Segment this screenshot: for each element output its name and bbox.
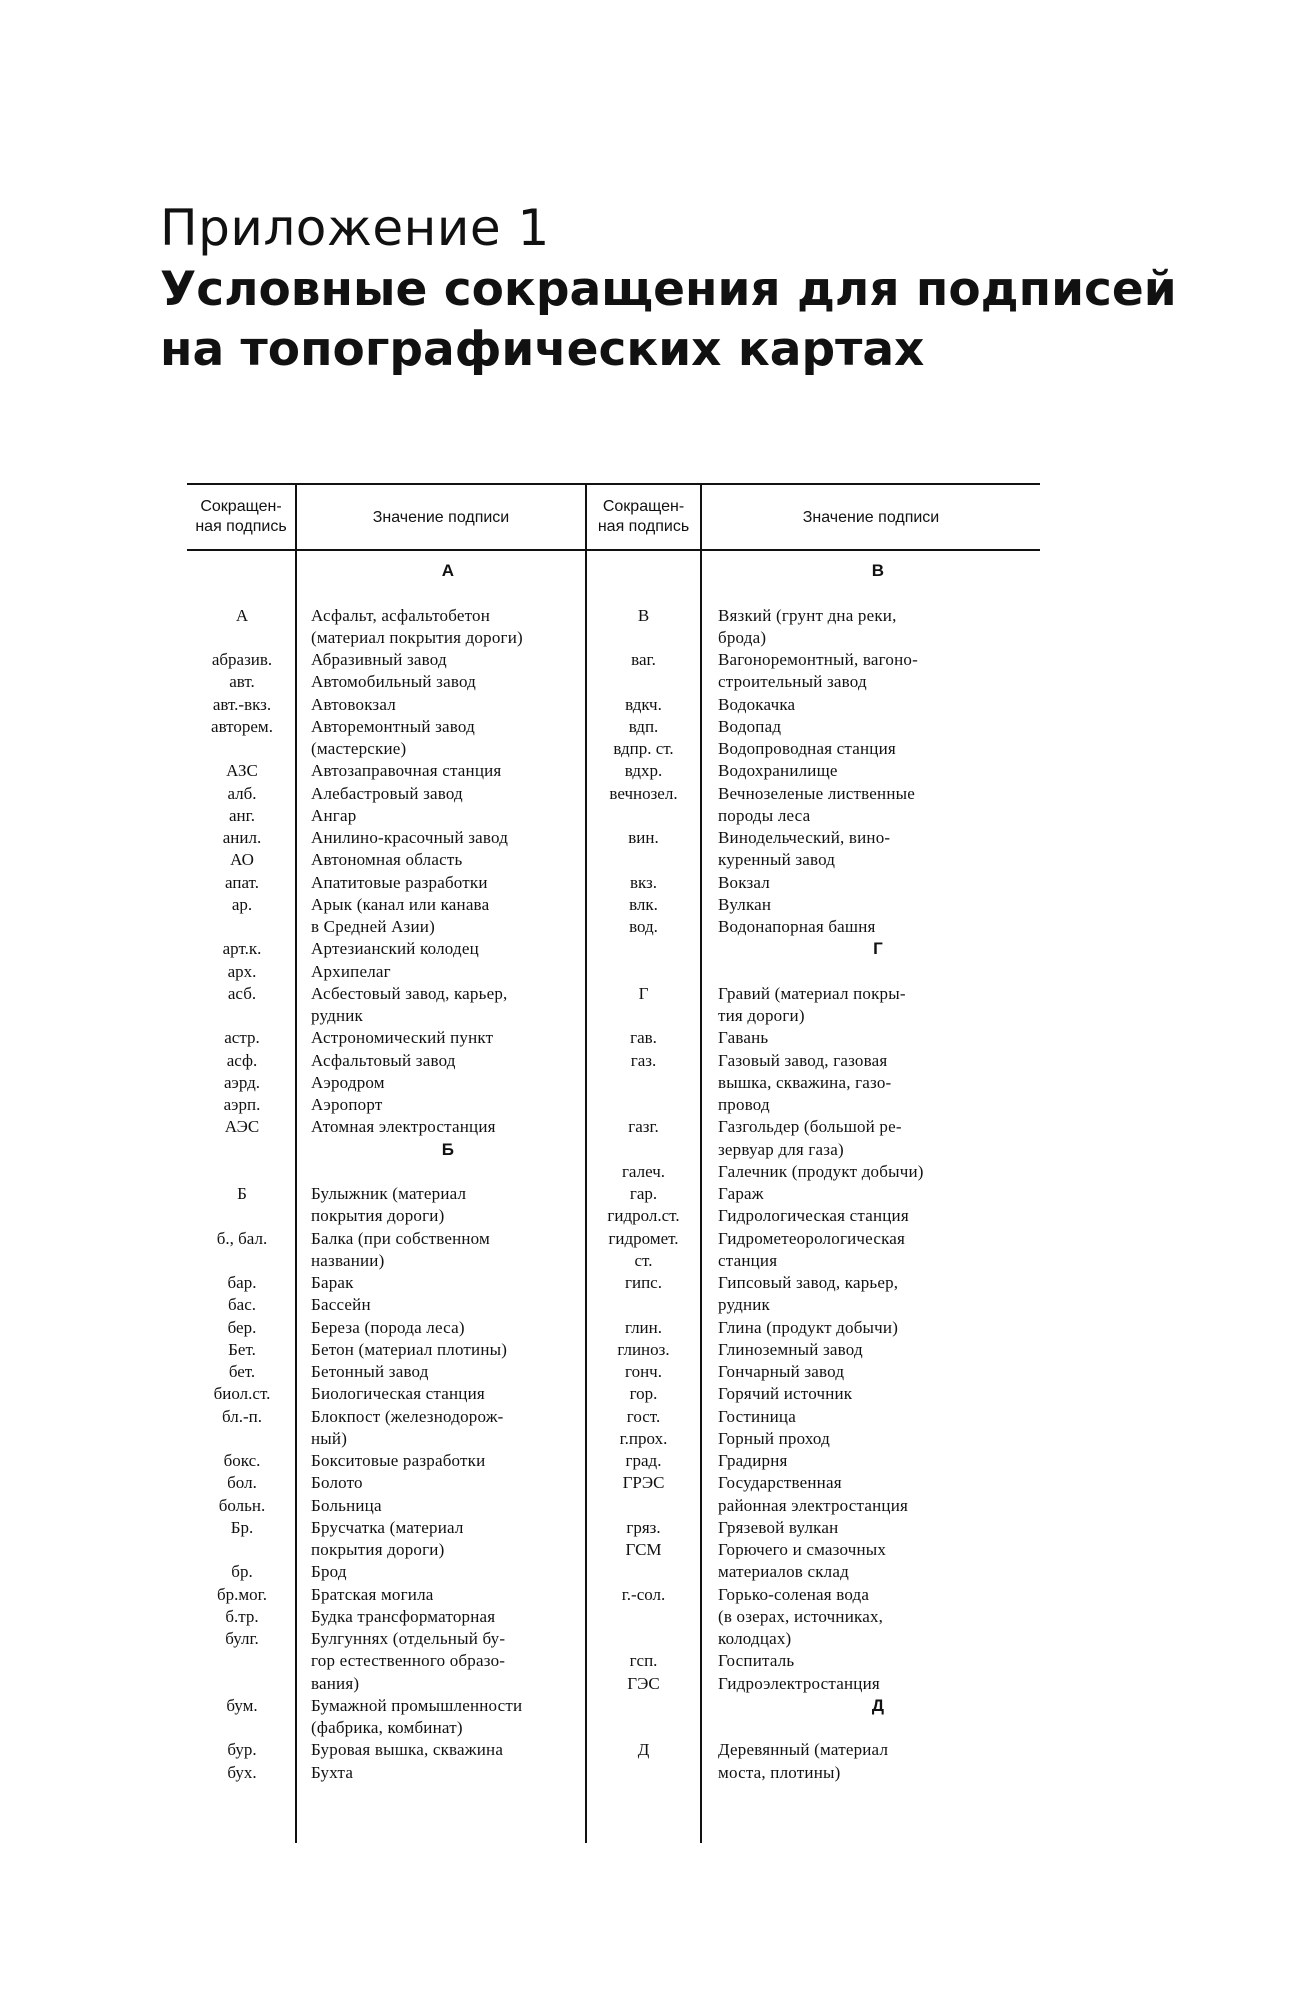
meaning-cell: Горный проход — [718, 1428, 830, 1448]
header-abbr-left: Сокращен- ная подпись — [195, 498, 287, 535]
abbreviation-cell — [587, 1005, 700, 1027]
meaning-cell: куренный завод — [718, 850, 836, 870]
abbreviation-cell: гряз. — [626, 1517, 661, 1537]
abbreviation-cell: асф. — [226, 1050, 258, 1070]
meaning-cell: зервуар для газа) — [718, 1139, 844, 1159]
table-header-rule — [187, 549, 1040, 551]
meaning-cell: Государственная — [718, 1473, 842, 1493]
abbreviation-cell: вкз. — [629, 872, 658, 892]
meaning-cell: Газовый завод, газовая — [718, 1050, 888, 1070]
abbreviation-cell — [587, 1717, 700, 1739]
abbreviation-cell — [187, 627, 297, 649]
abbreviation-cell: авторем. — [211, 716, 273, 736]
meaning-cell: Водопроводная станция — [718, 739, 896, 758]
abbreviation-cell: газг. — [628, 1117, 659, 1137]
abbreviation-cell: влк. — [629, 894, 658, 914]
meaning-cell: Грязевой вулкан — [718, 1517, 839, 1537]
abbreviation-cell: б., бал. — [216, 1228, 268, 1248]
abbreviation-cell — [187, 1005, 297, 1027]
column-divider-3 — [700, 483, 702, 1843]
meaning-cell: Артезианский колодец — [311, 939, 479, 959]
abbreviation-cell: г.прох. — [619, 1428, 668, 1448]
meaning-cell: ный) — [311, 1428, 348, 1448]
abbreviation-cell: вдкч. — [625, 694, 662, 714]
abbreviation-cell: гидромет. — [608, 1228, 679, 1248]
abbreviation-cell — [587, 1628, 700, 1650]
meaning-cell: Больница — [311, 1495, 382, 1515]
meaning-cell: Гавань — [718, 1028, 769, 1048]
meaning-cell: Водопад — [718, 716, 782, 736]
abbreviation-cell — [187, 916, 297, 938]
meaning-cell: Гидроэлектростанция — [718, 1673, 880, 1693]
meaning-cell: Градирня — [718, 1451, 788, 1470]
meaning-cell: строительный завод — [718, 672, 867, 692]
left-abbr-column — [187, 560, 297, 1784]
meaning-cell: Брод — [311, 1562, 347, 1582]
abbreviation-cell: гонч. — [625, 1362, 662, 1381]
abbreviation-cell: бер. — [227, 1317, 257, 1337]
abbreviation-cell: гидрол.ст. — [607, 1206, 680, 1226]
meaning-cell: Госпиталь — [718, 1651, 795, 1671]
meaning-cell: Автономная область — [311, 850, 463, 870]
meaning-cell: (материал покрытия дороги) — [311, 627, 523, 647]
abbreviation-cell — [587, 627, 700, 649]
meaning-cell: Бетонный завод — [311, 1362, 429, 1381]
header-meaning-left: Значение подписи — [372, 509, 510, 526]
abbreviation-cell: вод. — [629, 917, 658, 936]
abbreviation-cell: анг. — [229, 805, 255, 825]
page-title-line3: на топографических картах — [160, 322, 925, 377]
meaning-cell: брода) — [718, 627, 767, 647]
abbreviation-cell: вечнозел. — [609, 783, 678, 803]
meaning-cell: покрытия дороги) — [311, 1206, 445, 1226]
abbreviation-cell — [187, 560, 297, 582]
meaning-cell: вания) — [311, 1673, 360, 1693]
abbreviation-cell — [187, 1650, 297, 1672]
meaning-cell: Автомобильный завод — [311, 672, 477, 692]
meaning-cell: Деревянный (материал — [718, 1740, 889, 1760]
abbreviation-cell: бр. — [231, 1562, 253, 1582]
meaning-cell: Бокситовые разработки — [311, 1451, 486, 1470]
left-meaning-column — [311, 560, 585, 1784]
meaning-cell: Асфальт, асфальтобетон — [311, 605, 491, 625]
abbreviation-cell: ГРЭС — [622, 1473, 665, 1493]
abbreviation-cell: аэрп. — [223, 1095, 261, 1114]
meaning-cell: Абразивный завод — [311, 650, 447, 669]
abbreviation-cell — [587, 805, 700, 827]
meaning-cell: Анилино-красочный завод — [311, 828, 509, 847]
abbreviation-cell — [187, 738, 297, 760]
abbreviation-cell — [187, 1250, 297, 1272]
section-letter: В — [871, 561, 885, 580]
abbreviation-cell: газ. — [630, 1050, 657, 1070]
page-title-line2: Условные сокращения для подписей — [160, 262, 1177, 317]
meaning-cell: вышка, скважина, газо- — [718, 1072, 892, 1092]
meaning-cell: материалов склад — [718, 1562, 849, 1582]
meaning-cell: Арык (канал или канава — [311, 894, 490, 914]
abbreviation-cell: В — [637, 605, 650, 625]
abbreviation-cell: бух. — [227, 1762, 257, 1782]
abbreviation-cell — [187, 1428, 297, 1450]
meaning-cell — [718, 1717, 1038, 1739]
abbreviation-cell: апат. — [225, 872, 259, 892]
meaning-cell: Бассейн — [311, 1295, 371, 1315]
meaning-cell: покрытия дороги) — [311, 1540, 445, 1559]
meaning-cell: Автозаправочная станция — [311, 761, 502, 781]
abbreviation-cell: абразив. — [211, 650, 273, 669]
meaning-cell — [311, 1161, 585, 1183]
meaning-cell: Балка (при собственном — [311, 1228, 491, 1248]
meaning-cell: Береза (порода леса) — [311, 1317, 465, 1337]
abbreviation-cell: булг. — [225, 1629, 259, 1648]
meaning-cell: Горячий источник — [718, 1384, 853, 1404]
meaning-cell: Глина (продукт добычи) — [718, 1317, 899, 1337]
page-title-line1: Приложение 1 — [160, 199, 550, 257]
abbreviation-cell: аэрд. — [223, 1072, 261, 1092]
abbreviation-cell: АО — [230, 850, 254, 870]
meaning-cell: Биологическая станция — [311, 1384, 485, 1404]
abbreviation-cell: больн. — [218, 1495, 266, 1515]
meaning-cell — [718, 582, 1038, 604]
abbreviation-cell — [587, 671, 700, 693]
abbreviation-cell — [187, 1539, 297, 1561]
abbreviation-cell: биол.ст. — [213, 1384, 271, 1404]
meaning-cell: Бухта — [311, 1762, 354, 1782]
abbreviation-cell: ГЭС — [627, 1673, 660, 1693]
meaning-cell: Ангар — [311, 805, 357, 825]
abbreviation-cell — [587, 961, 700, 983]
meaning-cell: Водохранилище — [718, 761, 838, 781]
abbreviation-cell: глиноз. — [617, 1339, 670, 1359]
meaning-cell: Болото — [311, 1473, 363, 1493]
meaning-cell: Вечнозеленые лиственные — [718, 783, 916, 803]
abbreviation-cell — [187, 1139, 297, 1161]
meaning-cell — [311, 582, 585, 604]
meaning-cell: Братская могила — [311, 1584, 434, 1604]
meaning-cell — [718, 961, 1038, 983]
meaning-cell: Атомная электростанция — [311, 1117, 496, 1137]
meaning-cell: Булгуннях (отдельный бу- — [311, 1629, 506, 1648]
meaning-cell: гор естественного образо- — [311, 1651, 506, 1671]
meaning-cell: в Средней Азии) — [311, 917, 435, 936]
meaning-cell: Гончарный завод — [718, 1362, 845, 1381]
abbreviation-cell: бас. — [228, 1295, 256, 1315]
meaning-cell: тия дороги) — [718, 1006, 805, 1025]
meaning-cell: Гараж — [718, 1184, 764, 1203]
header-meaning-right: Значение подписи — [802, 509, 940, 526]
abbreviation-cell: гост. — [626, 1406, 661, 1426]
abbreviation-cell — [587, 1561, 700, 1583]
abbreviation-cell: ГСМ — [625, 1540, 662, 1559]
meaning-cell: Аэродром — [311, 1072, 385, 1092]
abbreviation-cell — [187, 582, 297, 604]
meaning-cell: Бумажной промышленности — [311, 1695, 523, 1715]
abbreviation-cell: бокс. — [223, 1451, 261, 1470]
abbreviation-cell: бур. — [227, 1740, 257, 1760]
meaning-cell: Водокачка — [718, 694, 796, 714]
section-letter: А — [441, 561, 455, 580]
abbreviation-cell: АЭС — [224, 1117, 260, 1137]
meaning-cell: Аэропорт — [311, 1095, 383, 1114]
meaning-cell: Водонапорная башня — [718, 917, 876, 936]
meaning-cell: Бетон (материал плотины) — [311, 1339, 508, 1359]
abbreviation-cell: А — [235, 605, 249, 625]
meaning-cell: Вагоноремонтный, вагоно- — [718, 650, 918, 669]
abbreviation-cell: гар. — [629, 1184, 658, 1203]
abbreviation-cell — [587, 560, 700, 582]
section-letter: Б — [441, 1139, 455, 1159]
meaning-cell: рудник — [311, 1006, 364, 1025]
abbreviation-cell: гав. — [630, 1028, 657, 1048]
abbreviation-cell: вин. — [628, 828, 659, 847]
abbreviation-cell: астр. — [224, 1028, 260, 1048]
meaning-cell: Вокзал — [718, 872, 770, 892]
abbreviation-cell — [587, 938, 700, 960]
abbreviation-cell: АЗС — [226, 761, 258, 781]
abbreviation-cell: арт.к. — [222, 939, 262, 959]
right-abbr-column — [587, 560, 700, 1784]
meaning-cell: Гидрометеорологическая — [718, 1228, 906, 1248]
abbreviation-cell: бар. — [227, 1273, 257, 1292]
abbreviation-cell — [187, 1717, 297, 1739]
abbreviation-cell: бет. — [228, 1362, 256, 1381]
header-abbr-right: Сокращен- ная подпись — [597, 498, 690, 535]
abbreviation-cell — [187, 1673, 297, 1695]
abbreviation-cell: бол. — [227, 1473, 257, 1493]
abbreviation-cell: Б — [237, 1184, 247, 1203]
meaning-cell: рудник — [718, 1295, 771, 1315]
abbreviation-cell: Бр. — [230, 1517, 254, 1537]
meaning-cell: названии) — [311, 1250, 385, 1270]
abbreviation-cell — [187, 1161, 297, 1183]
meaning-cell: (мастерские) — [311, 739, 407, 758]
section-letter: Г — [873, 939, 883, 959]
meaning-cell: Горько-соленая вода — [718, 1584, 870, 1604]
meaning-cell: Апатитовые разработки — [311, 872, 488, 892]
abbreviation-cell — [587, 1606, 700, 1628]
abbreviation-cell: галеч. — [621, 1161, 666, 1181]
abbreviation-cell: ст. — [634, 1250, 653, 1270]
abbreviation-cell — [587, 849, 700, 871]
meaning-cell: моста, плотины) — [718, 1762, 841, 1782]
meaning-cell: породы леса — [718, 805, 811, 825]
meaning-cell: (в озерах, источниках, — [718, 1606, 884, 1626]
meaning-cell: Газгольдер (большой ре- — [718, 1117, 902, 1137]
meaning-cell: Гравий (материал покры- — [718, 983, 906, 1003]
meaning-cell: Гостиница — [718, 1406, 796, 1426]
abbreviation-cell: анил. — [222, 828, 262, 847]
abbreviation-cell: авт.-вкз. — [212, 694, 272, 714]
meaning-cell: (фабрика, комбинат) — [311, 1718, 463, 1737]
abbreviation-cell — [587, 582, 700, 604]
abbreviation-cell: арх. — [227, 961, 257, 981]
abbreviation-cell — [587, 1695, 700, 1717]
table-top-rule — [187, 483, 1040, 485]
meaning-cell: Будка трансформаторная — [311, 1606, 496, 1626]
meaning-cell: провод — [718, 1095, 770, 1114]
abbreviation-cell — [587, 1139, 700, 1161]
abbreviation-cell: алб. — [227, 783, 257, 803]
meaning-cell: Брусчатка (материал — [311, 1517, 464, 1537]
abbreviation-cell: бл.-п. — [222, 1406, 262, 1426]
abbreviation-cell: ар. — [231, 894, 253, 914]
abbreviation-cell: вдхр. — [624, 761, 663, 781]
meaning-cell: Буровая вышка, скважина — [311, 1740, 504, 1760]
abbreviation-cell: Бет. — [228, 1339, 256, 1359]
meaning-cell: Барак — [311, 1273, 354, 1292]
abbreviation-cell: б.тр. — [225, 1606, 259, 1626]
meaning-cell: районная электростанция — [718, 1495, 909, 1515]
meaning-cell: Асбестовый завод, карьер, — [311, 983, 508, 1003]
meaning-cell: Блокпост (железнодорож- — [311, 1406, 504, 1426]
meaning-cell: Авторемонтный завод — [311, 716, 475, 736]
meaning-cell: Горючего и смазочных — [718, 1540, 887, 1559]
meaning-cell: Астрономический пункт — [311, 1028, 494, 1048]
abbreviation-cell: Г — [638, 983, 649, 1003]
abbreviation-cell: асб. — [227, 983, 257, 1003]
abbreviation-cell: гсп. — [629, 1651, 658, 1671]
meaning-cell: Гипсовый завод, карьер, — [718, 1273, 899, 1292]
abbreviation-cell — [587, 1072, 700, 1094]
abbreviation-cell — [587, 1762, 700, 1784]
abbreviation-cell — [587, 1294, 700, 1316]
abbreviation-cell — [187, 1205, 297, 1227]
section-letter: Д — [871, 1695, 885, 1715]
abbreviation-cell: бр.мог. — [217, 1584, 267, 1604]
right-meaning-column — [718, 560, 1038, 1784]
abbreviation-cell — [587, 1094, 700, 1116]
meaning-cell: Автовокзал — [311, 694, 396, 714]
meaning-cell: Гидрологическая станция — [718, 1206, 909, 1226]
abbreviation-cell: Д — [637, 1740, 650, 1760]
abbreviation-cell: вдп. — [628, 716, 659, 736]
meaning-cell: Винодельческий, вино- — [718, 828, 891, 847]
abbreviation-cell: град. — [625, 1451, 662, 1470]
meaning-cell: Алебастровый завод — [311, 783, 463, 803]
meaning-cell: Булыжник (материал — [311, 1184, 467, 1203]
abbreviation-cell: ваг. — [631, 650, 656, 669]
meaning-cell: Асфальтовый завод — [311, 1050, 456, 1070]
abbreviation-cell: г.-сол. — [621, 1584, 666, 1604]
meaning-cell: Вулкан — [718, 894, 772, 914]
abbreviation-cell: вдпр. ст. — [613, 739, 674, 758]
meaning-cell: станция — [718, 1250, 778, 1270]
abbreviation-cell: гипс. — [625, 1273, 662, 1292]
abbreviation-cell: бум. — [226, 1695, 258, 1715]
abbreviation-cell: глин. — [624, 1317, 663, 1337]
meaning-cell: Вязкий (грунт дна реки, — [718, 605, 897, 625]
meaning-cell: Галечник (продукт добычи) — [718, 1161, 924, 1181]
abbreviation-cell — [587, 1495, 700, 1517]
abbreviation-cell: гор. — [629, 1384, 658, 1404]
meaning-cell: Глиноземный завод — [718, 1339, 863, 1359]
meaning-cell: колодцах) — [718, 1629, 792, 1648]
meaning-cell: Архипелаг — [311, 961, 391, 981]
abbreviation-cell: авт. — [229, 672, 255, 692]
